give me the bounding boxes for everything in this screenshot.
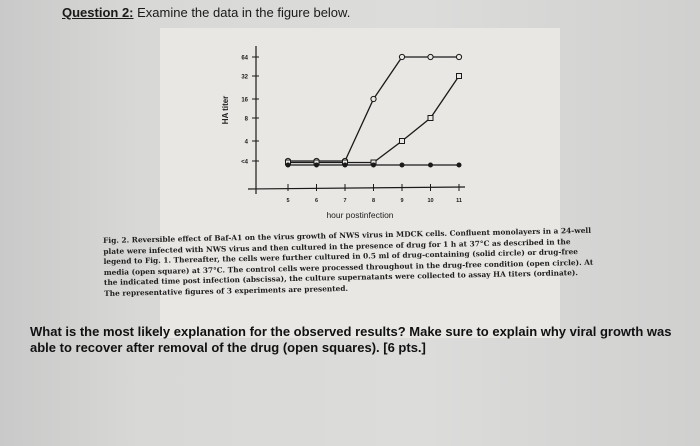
x-axis-line <box>248 187 465 189</box>
y-tick-label: 16 <box>241 97 248 104</box>
question-number: Question 2: <box>62 5 134 20</box>
x-tick-label: 9 <box>400 198 404 204</box>
data-point-open-circle <box>456 54 461 59</box>
data-point-solid-circle <box>286 163 291 168</box>
data-point-solid-circle <box>457 163 462 168</box>
x-tick-label: 8 <box>371 198 376 204</box>
data-point-open-square <box>428 116 433 121</box>
y-tick-label: 64 <box>241 55 248 62</box>
data-point-open-circle <box>399 54 404 59</box>
question-header <box>62 5 350 20</box>
x-tick-label: 5 <box>286 198 290 204</box>
y-tick-label: 4 <box>244 139 248 146</box>
y-axis-label: HA titer <box>221 95 230 125</box>
data-point-open-square <box>457 74 462 79</box>
question-instruction: Examine the data in the figure below. <box>133 5 351 20</box>
y-tick-label: <4 <box>241 159 248 166</box>
chart-tick-labels <box>241 56 462 205</box>
series-line <box>288 57 459 161</box>
y-tick-label: 8 <box>244 116 248 123</box>
x-tick-label: 6 <box>314 198 319 204</box>
question-prompt: What is the most likely explanation for the observed results? Make sure to explain why viral growth was able to recover after removal of the drug (open squares). [6 pts.] <box>30 324 672 355</box>
x-axis-label: hour postinfection <box>326 210 394 220</box>
data-point-open-circle <box>371 96 376 101</box>
data-point-solid-circle <box>343 163 348 168</box>
data-point-open-circle <box>428 54 433 59</box>
y-tick-label: 32 <box>241 74 248 81</box>
data-point-solid-circle <box>314 163 319 168</box>
data-point-open-square <box>400 139 405 144</box>
data-point-solid-circle <box>371 163 376 168</box>
data-point-solid-circle <box>428 163 433 168</box>
data-point-solid-circle <box>400 163 405 168</box>
chart-series <box>285 54 461 167</box>
figure-caption: Fig. 2. Reversible effect of Baf-A1 on the virus growth of NWS virus in MDCK cells. Confluent monolayers in a 24-well plate were infected with NWS virus and then cultured in the presence of drug for 1 h at 37°C as described in the legend to Fig. 1. Thereafter, the cells were further cultured in 0.5 ml of drug-containing (solid circle) or drug-free media (open square) at 37°C. The control cells were processed throughout in the drug-free condition (open circle). At the indicated time post infection (abscissa), the culture supernatants were collected to assay HA titers (ordinate). The representative figures of 3 experiments are presented. <box>103 225 594 298</box>
x-tick-label: 11 <box>456 198 462 204</box>
x-tick-label: 10 <box>427 198 434 204</box>
x-tick-label: 7 <box>343 198 347 204</box>
ha-titer-chart <box>160 28 560 238</box>
